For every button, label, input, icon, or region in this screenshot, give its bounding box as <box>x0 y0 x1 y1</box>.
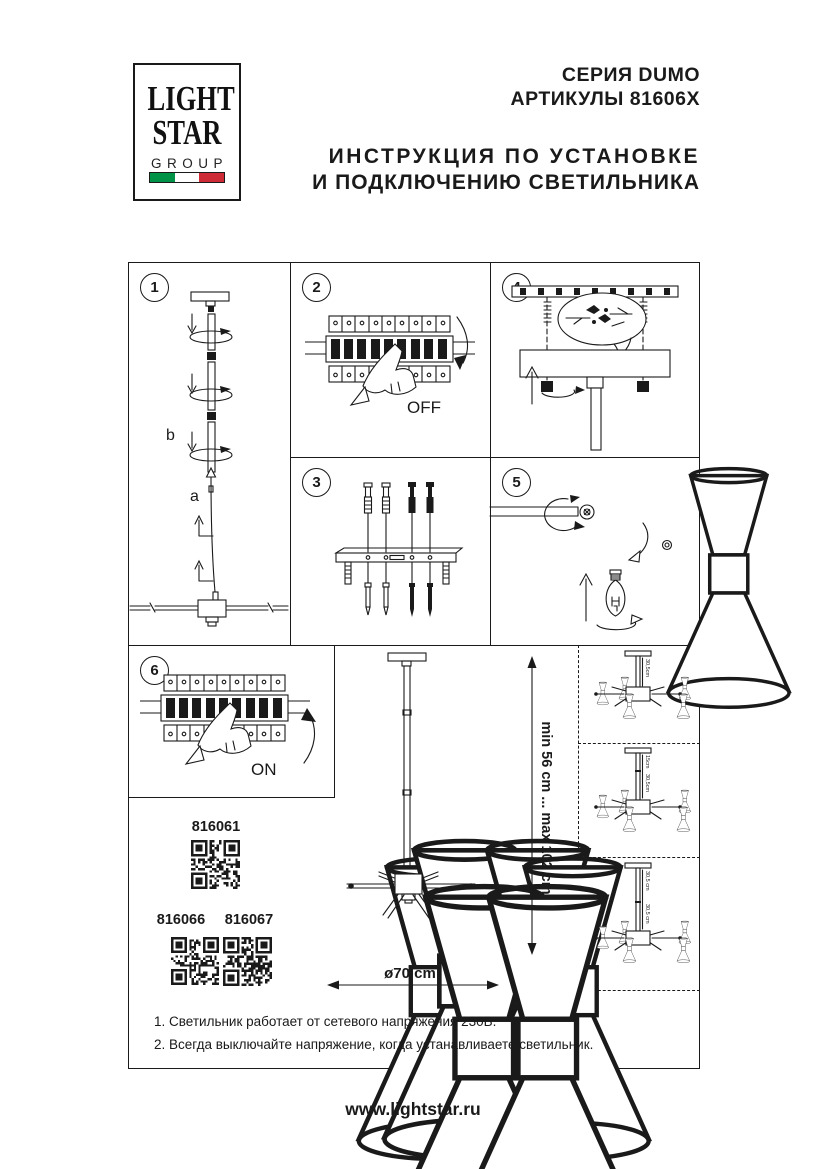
website-url: www.lightstar.ru <box>345 1099 481 1119</box>
note-1: 1. Светильник работает от сетевого напряжения 230В. <box>154 1014 497 1029</box>
step2-diagram <box>290 262 490 457</box>
canopy <box>520 350 670 450</box>
step2-number: 2 <box>302 273 331 302</box>
step3-diagram <box>290 457 490 645</box>
rod-segments <box>207 314 216 472</box>
step1-label-b: b <box>166 427 175 444</box>
bottom-screws <box>365 562 433 617</box>
flag-green-stripe <box>150 173 175 182</box>
step6-number: 6 <box>140 656 169 685</box>
step6-diagram <box>128 645 334 797</box>
variant2-rod-bottom-dimension: 30,5cm <box>644 774 650 793</box>
mounting-bar <box>336 548 462 562</box>
flag-red-stripe <box>199 173 224 182</box>
rod-variant-2 <box>578 744 700 857</box>
height-range-label: min 56 cm ... max 102 cm <box>538 721 554 895</box>
doc-title-line2: И ПОДКЛЮЧЕНИЮ СВЕТИЛЬНИКА <box>312 171 700 194</box>
step5-number: 5 <box>502 468 531 497</box>
safety-notes <box>154 1011 593 1056</box>
diameter-label: ø70 cm <box>384 965 436 982</box>
arrow-up-icon <box>301 708 316 763</box>
screw-icon <box>663 541 672 550</box>
top-anchors <box>364 482 434 552</box>
variant3-rod-top-dimension: 30,5 cm <box>644 871 650 891</box>
series-title: СЕРИЯ DUMO <box>561 64 700 86</box>
italian-flag-bar <box>149 172 225 183</box>
logo-word-light: LIGHT <box>147 79 235 118</box>
logo-word-star: STAR <box>152 113 222 152</box>
qr-code-variant-left <box>171 937 219 985</box>
variant3-rod-bottom-dimension: 30,5 cm <box>644 904 650 924</box>
step3-number: 3 <box>302 468 331 497</box>
step1-number: 1 <box>140 273 169 302</box>
logo-word-group: GROUP <box>150 156 228 171</box>
stem-rod <box>403 666 411 874</box>
rod-variant-3 <box>578 858 700 990</box>
articles-title: АРТИКУЛЫ 81606X <box>510 88 700 110</box>
end-springs <box>345 562 449 584</box>
qr-code-variant-right <box>223 937 272 986</box>
qr-code-main <box>191 840 240 889</box>
step1-label-a: a <box>190 488 199 505</box>
ceiling-plate <box>191 292 229 312</box>
variant1-rod-dimension: 30,5cm <box>644 659 650 678</box>
lightstar-logo <box>133 63 241 201</box>
suspension-wire <box>195 468 216 592</box>
flag-white-stripe <box>175 173 200 182</box>
article-number-816066: 816066 <box>156 912 206 928</box>
article-number-816061: 816061 <box>191 819 241 835</box>
ceiling-plate <box>388 653 426 666</box>
rod-variant-1 <box>578 646 700 743</box>
step6-on-label: ON <box>251 760 277 779</box>
chandelier-diagram <box>325 648 560 1003</box>
hub-with-arms <box>130 592 288 626</box>
step4-diagram <box>490 262 700 457</box>
step2-off-label: OFF <box>407 398 441 417</box>
bulb <box>606 570 625 616</box>
variant2-rod-top-dimension: 15cm <box>644 755 650 769</box>
arm <box>490 505 594 519</box>
step5-diagram <box>490 457 700 645</box>
article-number-816067: 816067 <box>224 912 274 928</box>
rotation-arrows <box>545 495 648 562</box>
arrow-down-icon <box>454 317 468 370</box>
step1-diagram <box>128 262 290 645</box>
doc-title-line1: ИНСТРУКЦИЯ ПО УСТАНОВКЕ <box>328 145 700 168</box>
note-2: 2. Всегда выключайте напряжение, когда устанавливаете светильник. <box>154 1036 594 1052</box>
